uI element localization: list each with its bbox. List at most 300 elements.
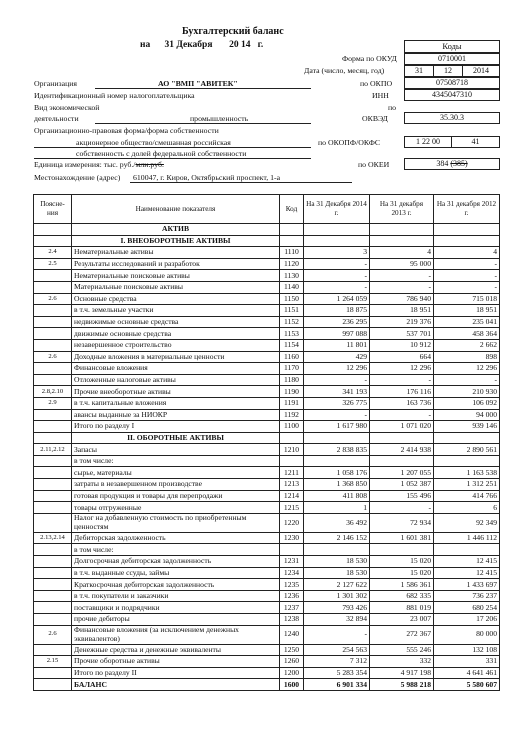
row-value-2013: 272 367: [370, 625, 434, 644]
section-note-cell: [34, 235, 72, 247]
row-note: [34, 374, 72, 386]
row-value-2014: 18 530: [304, 556, 370, 568]
row-name: Налог на добавленную стоимость по приобретенным ценностям: [72, 513, 280, 532]
table-row: [34, 224, 500, 236]
row-value-2012: 18 951: [434, 305, 500, 317]
row-value-2012: 331: [434, 656, 500, 668]
table-row: [34, 247, 500, 259]
row-name: в т.ч. выданные ссуды, займы: [72, 567, 280, 579]
row-code: 1213: [280, 479, 304, 491]
table-row: [34, 305, 500, 317]
row-value-2014: -: [304, 409, 370, 421]
row-value-2012: -: [434, 374, 500, 386]
table-row: [34, 432, 500, 444]
row-name: Долгосрочная дебиторская задолженность: [72, 556, 280, 568]
row-value-2012: 210 930: [434, 386, 500, 398]
row-note: [34, 679, 72, 691]
row-name: Отложенные налоговые активы: [72, 374, 280, 386]
row-value-2012: [434, 455, 500, 467]
row-value-2013: 23 007: [370, 614, 434, 626]
row-note: [34, 305, 72, 317]
table-row: [34, 455, 500, 467]
row-value-2012: 1 312 251: [434, 479, 500, 491]
table-body: [34, 224, 500, 691]
row-value-2014: -: [304, 258, 370, 270]
row-value-2014: 236 295: [304, 316, 370, 328]
row-name: Краткосрочная дебиторская задолженность: [72, 579, 280, 591]
row-name: Результаты исследований и разработок: [72, 258, 280, 270]
row-name: БАЛАНС: [72, 679, 280, 691]
org-name: АО "ВМП "АВИТЕК": [158, 79, 238, 88]
row-value-2014: [304, 544, 370, 556]
row-value-2014: 254 563: [304, 644, 370, 656]
row-value-2012: 12 296: [434, 363, 500, 375]
row-code: 1100: [280, 421, 304, 433]
row-value-2014: 2 127 622: [304, 579, 370, 591]
row-value-2012: 132 108: [434, 644, 500, 656]
row-value-2013: 2 414 938: [370, 444, 434, 456]
row-name: Денежные средства и денежные эквиваленты: [72, 644, 280, 656]
col-code-header: Код: [280, 195, 304, 224]
row-value-2012: 92 349: [434, 513, 500, 532]
table-row: [34, 258, 500, 270]
table-row: [34, 270, 500, 282]
row-note: 2.13,2.14: [34, 532, 72, 544]
table-row: [34, 579, 500, 591]
row-note: [34, 602, 72, 614]
table-row: [34, 316, 500, 328]
org-underline: [95, 88, 311, 89]
row-value-2012: 1 433 697: [434, 579, 500, 591]
table-row: [34, 351, 500, 363]
row-value-2013: 176 116: [370, 386, 434, 398]
row-value-2014: 2 838 835: [304, 444, 370, 456]
row-note: [34, 644, 72, 656]
activity-underline: [95, 123, 311, 124]
date-day: 31 Декабря: [164, 40, 213, 50]
row-name: в том числе:: [72, 455, 280, 467]
report-date-line: [140, 40, 263, 50]
row-code: 1152: [280, 316, 304, 328]
table-row: [34, 656, 500, 668]
row-name: в т.ч. покупатели и заказчики: [72, 590, 280, 602]
row-code: 1214: [280, 490, 304, 502]
row-value-2013: 10 912: [370, 339, 434, 351]
section-v13-cell: [370, 224, 434, 236]
row-value-2014: 429: [304, 351, 370, 363]
table-row: [34, 409, 500, 421]
date-month-code: 12: [433, 65, 463, 77]
row-note: [34, 270, 72, 282]
row-value-2012: 414 766: [434, 490, 500, 502]
table-row: [34, 502, 500, 514]
table-row: [34, 444, 500, 456]
row-value-2014: 997 088: [304, 328, 370, 340]
col-name-header: Наименование показателя: [72, 195, 280, 224]
inn-code-label: ИНН: [372, 91, 389, 100]
row-value-2013: 786 940: [370, 293, 434, 305]
date-year-code: 2014: [462, 65, 500, 77]
table-row: [34, 479, 500, 491]
row-name: недвижимые основные средства: [72, 316, 280, 328]
org-label: Организация: [34, 79, 78, 88]
col-2014-header: На 31 Декабря 2014 г.: [304, 195, 370, 224]
row-value-2012: 715 018: [434, 293, 500, 305]
row-value-2013: -: [370, 270, 434, 282]
row-value-2013: -: [370, 374, 434, 386]
row-code: 1150: [280, 293, 304, 305]
okei-code: [404, 158, 500, 170]
activity-value: промышленность: [190, 114, 249, 123]
col-2013-header: На 31 декабря 2013 г.: [370, 195, 434, 224]
row-value-2014: 18 530: [304, 567, 370, 579]
row-value-2013: [370, 544, 434, 556]
table-row: [34, 374, 500, 386]
table-row: [34, 602, 500, 614]
row-value-2014: 7 312: [304, 656, 370, 668]
row-note: [34, 614, 72, 626]
form-value-1: акционерное общество/смешанная российская: [76, 138, 231, 147]
section-v12-cell: [434, 224, 500, 236]
row-code: 1190: [280, 386, 304, 398]
row-value-2013: 155 496: [370, 490, 434, 502]
row-value-2013: 4 917 198: [370, 667, 434, 679]
row-value-2012: 2 662: [434, 339, 500, 351]
row-value-2014: -: [304, 374, 370, 386]
row-value-2012: 2 890 561: [434, 444, 500, 456]
table-row: [34, 556, 500, 568]
row-name: затраты в незавершенном производстве: [72, 479, 280, 491]
table-row: [34, 421, 500, 433]
okpo-code: 07508718: [404, 77, 500, 89]
row-value-2013: 881 019: [370, 602, 434, 614]
row-value-2012: 17 206: [434, 614, 500, 626]
row-name: поставщики и подрядчики: [72, 602, 280, 614]
section-v14-cell: [304, 235, 370, 247]
row-value-2014: 32 894: [304, 614, 370, 626]
inn-code: 4345047310: [404, 89, 500, 101]
row-value-2014: 12 296: [304, 363, 370, 375]
inn-label: Идентификационный номер налогоплательщика: [34, 91, 195, 100]
row-code: 1120: [280, 258, 304, 270]
row-name: в т.ч. земельные участки: [72, 305, 280, 317]
row-value-2013: 1 207 055: [370, 467, 434, 479]
row-note: [34, 328, 72, 340]
row-value-2013: 4: [370, 247, 434, 259]
row-value-2013: -: [370, 502, 434, 514]
row-code: 1130: [280, 270, 304, 282]
row-note: [34, 421, 72, 433]
okei-label: по ОКЕИ: [358, 160, 390, 169]
po-label: по: [388, 103, 397, 112]
row-name: в т.ч. капитальные вложения: [72, 397, 280, 409]
section-heading: АКТИВ: [72, 224, 280, 236]
table-row: [34, 363, 500, 375]
row-note: [34, 579, 72, 591]
row-name: Финансовые вложения: [72, 363, 280, 375]
row-code: 1211: [280, 467, 304, 479]
row-note: [34, 544, 72, 556]
row-note: [34, 479, 72, 491]
row-note: [34, 339, 72, 351]
row-value-2012: 94 000: [434, 409, 500, 421]
row-value-2014: 1 058 176: [304, 467, 370, 479]
row-value-2012: 736 237: [434, 590, 500, 602]
row-name: сырье, материалы: [72, 467, 280, 479]
okopf-code: 1 22 00: [404, 136, 452, 148]
table-row: [34, 490, 500, 502]
row-value-2014: 3: [304, 247, 370, 259]
row-name: готовая продукция и товары для перепродажи: [72, 490, 280, 502]
row-note: 2.6: [34, 293, 72, 305]
table-row: [34, 532, 500, 544]
row-value-2014: -: [304, 625, 370, 644]
row-name: Итого по разделу I: [72, 421, 280, 433]
section-heading: I. ВНЕОБОРОТНЫЕ АКТИВЫ: [72, 235, 280, 247]
row-note: [34, 490, 72, 502]
row-name: Запасы: [72, 444, 280, 456]
row-name: Итого по разделу II: [72, 667, 280, 679]
table-row: [34, 590, 500, 602]
table-row: [34, 513, 500, 532]
row-value-2013: 682 335: [370, 590, 434, 602]
date-day-code: 31: [404, 65, 434, 77]
table-header-row: [34, 195, 500, 224]
row-value-2014: [304, 455, 370, 467]
row-value-2012: 12 415: [434, 567, 500, 579]
row-note: [34, 455, 72, 467]
section-code-cell: [280, 235, 304, 247]
table-row: [34, 667, 500, 679]
table-row: [34, 644, 500, 656]
form-label: Организационно-правовая форма/форма собственности: [34, 126, 219, 135]
row-code: 1200: [280, 667, 304, 679]
okud-code: 0710001: [404, 53, 500, 65]
row-value-2012: 6: [434, 502, 500, 514]
row-code: 1240: [280, 625, 304, 644]
row-name: Нематериальные поисковые активы: [72, 270, 280, 282]
table-row: [34, 544, 500, 556]
row-name: в том числе:: [72, 544, 280, 556]
table-row: [34, 386, 500, 398]
row-code: 1180: [280, 374, 304, 386]
date-label: Дата (число, месяц, год): [304, 66, 385, 75]
row-code: 1170: [280, 363, 304, 375]
okpo-label: по ОКПО: [360, 79, 393, 88]
row-code: [280, 455, 304, 467]
row-code: 1260: [280, 656, 304, 668]
okei-struck: (385): [450, 159, 468, 168]
row-value-2012: 939 146: [434, 421, 500, 433]
okud-label: Форма по ОКУД: [342, 54, 397, 63]
row-note: [34, 316, 72, 328]
row-code: 1153: [280, 328, 304, 340]
row-code: 1230: [280, 532, 304, 544]
row-code: 1238: [280, 614, 304, 626]
row-code: 1140: [280, 281, 304, 293]
row-value-2013: 1 601 381: [370, 532, 434, 544]
row-value-2014: 2 146 152: [304, 532, 370, 544]
row-code: 1234: [280, 567, 304, 579]
okei-value: 384: [436, 159, 449, 168]
row-value-2013: 555 246: [370, 644, 434, 656]
row-name: Основные средства: [72, 293, 280, 305]
codes-header: Коды: [404, 40, 500, 53]
table-row: [34, 679, 500, 691]
row-note: 2.8,2.10: [34, 386, 72, 398]
col-note-header: Поясне-ния: [34, 195, 72, 224]
table-row: [34, 397, 500, 409]
row-value-2014: 326 775: [304, 397, 370, 409]
row-name: Дебиторская задолженность: [72, 532, 280, 544]
row-value-2013: 15 020: [370, 567, 434, 579]
row-note: [34, 590, 72, 602]
balance-table: [33, 194, 500, 691]
row-value-2014: 18 875: [304, 305, 370, 317]
date-on: на: [140, 40, 151, 50]
row-code: 1236: [280, 590, 304, 602]
row-value-2014: 341 193: [304, 386, 370, 398]
row-value-2012: -: [434, 258, 500, 270]
row-name: Финансовые вложения (за исключением денежных эквивалентов): [72, 625, 280, 644]
section-v13-cell: [370, 432, 434, 444]
row-value-2014: 1 264 059: [304, 293, 370, 305]
section-code-cell: [280, 224, 304, 236]
row-code: 1235: [280, 579, 304, 591]
form-underline-1: [34, 147, 311, 148]
unit-struck: млн.руб.: [135, 160, 164, 169]
row-note: [34, 502, 72, 514]
unit-label: Единица измерения: тыс. руб./: [34, 160, 136, 169]
row-value-2012: 1 446 112: [434, 532, 500, 544]
row-note: [34, 513, 72, 532]
row-note: 2.15: [34, 656, 72, 668]
row-value-2013: 1 052 387: [370, 479, 434, 491]
row-note: [34, 281, 72, 293]
row-code: 1231: [280, 556, 304, 568]
table-row: [34, 614, 500, 626]
row-note: [34, 409, 72, 421]
table-row: [34, 625, 500, 644]
row-value-2012: 4: [434, 247, 500, 259]
row-code: 1237: [280, 602, 304, 614]
location-value: 610047, г. Киров, Октябрьский проспект, 1-а: [133, 173, 281, 182]
location-underline: [130, 182, 352, 183]
row-code: 1154: [280, 339, 304, 351]
row-value-2012: [434, 544, 500, 556]
row-note: 2.11,2.12: [34, 444, 72, 456]
row-code: 1110: [280, 247, 304, 259]
section-v13-cell: [370, 235, 434, 247]
row-value-2014: -: [304, 281, 370, 293]
row-value-2013: -: [370, 409, 434, 421]
row-value-2012: 235 041: [434, 316, 500, 328]
row-value-2013: 219 376: [370, 316, 434, 328]
row-value-2012: -: [434, 281, 500, 293]
activity-label-1: Вид экономической: [34, 103, 100, 112]
row-value-2014: 1 617 980: [304, 421, 370, 433]
row-value-2013: 18 951: [370, 305, 434, 317]
row-value-2014: 11 801: [304, 339, 370, 351]
row-value-2013: 12 296: [370, 363, 434, 375]
row-name: Прочие внеоборотные активы: [72, 386, 280, 398]
table-row: [34, 281, 500, 293]
activity-label-2: деятельности: [34, 114, 79, 123]
row-code: 1215: [280, 502, 304, 514]
row-name: движимые основные средства: [72, 328, 280, 340]
section-note-cell: [34, 224, 72, 236]
row-value-2012: 898: [434, 351, 500, 363]
row-value-2014: 1 368 850: [304, 479, 370, 491]
row-name: прочие дебиторы: [72, 614, 280, 626]
form-value-2: собственность с долей федеральной собственности: [76, 149, 247, 158]
date-year-suffix: г.: [257, 40, 264, 50]
row-value-2014: -: [304, 270, 370, 282]
row-code: 1191: [280, 397, 304, 409]
row-note: 2.9: [34, 397, 72, 409]
okopf-label: по ОКОПФ/ОКФС: [318, 138, 381, 147]
row-value-2013: 15 020: [370, 556, 434, 568]
section-note-cell: [34, 432, 72, 444]
row-value-2013: 1 071 020: [370, 421, 434, 433]
table-row: [34, 467, 500, 479]
table-row: [34, 339, 500, 351]
row-value-2013: 163 736: [370, 397, 434, 409]
row-value-2013: 72 934: [370, 513, 434, 532]
section-v12-cell: [434, 432, 500, 444]
row-name: Прочие оборотные активы: [72, 656, 280, 668]
row-name: авансы выданные за НИОКР: [72, 409, 280, 421]
row-code: 1151: [280, 305, 304, 317]
row-value-2012: 4 641 461: [434, 667, 500, 679]
row-note: [34, 667, 72, 679]
row-value-2013: 332: [370, 656, 434, 668]
row-value-2013: 1 586 361: [370, 579, 434, 591]
row-value-2012: 12 415: [434, 556, 500, 568]
row-value-2012: 1 163 538: [434, 467, 500, 479]
row-value-2013: 5 988 218: [370, 679, 434, 691]
section-v14-cell: [304, 224, 370, 236]
row-name: Нематериальные активы: [72, 247, 280, 259]
row-value-2012: 680 254: [434, 602, 500, 614]
table-row: [34, 328, 500, 340]
row-note: 2.5: [34, 258, 72, 270]
row-value-2013: [370, 455, 434, 467]
table-row: [34, 235, 500, 247]
row-code: 1220: [280, 513, 304, 532]
row-value-2012: 106 092: [434, 397, 500, 409]
date-year: 20 14: [229, 40, 251, 50]
row-note: 2.6: [34, 351, 72, 363]
col-2012-header: На 31 декабря 2012 г.: [434, 195, 500, 224]
row-value-2013: -: [370, 281, 434, 293]
row-name: Доходные вложения в материальные ценности: [72, 351, 280, 363]
row-note: 2.6: [34, 625, 72, 644]
row-value-2012: 5 580 607: [434, 679, 500, 691]
row-note: 2.4: [34, 247, 72, 259]
section-v12-cell: [434, 235, 500, 247]
row-code: 1600: [280, 679, 304, 691]
okfs-code: 41: [451, 136, 500, 148]
row-value-2014: 5 283 354: [304, 667, 370, 679]
row-value-2014: 6 901 334: [304, 679, 370, 691]
row-value-2014: 793 426: [304, 602, 370, 614]
row-value-2013: 664: [370, 351, 434, 363]
okved-code: 35.30.3: [404, 112, 500, 124]
row-value-2012: 80 000: [434, 625, 500, 644]
unit-line: [34, 160, 164, 169]
row-name: товары отгруженные: [72, 502, 280, 514]
